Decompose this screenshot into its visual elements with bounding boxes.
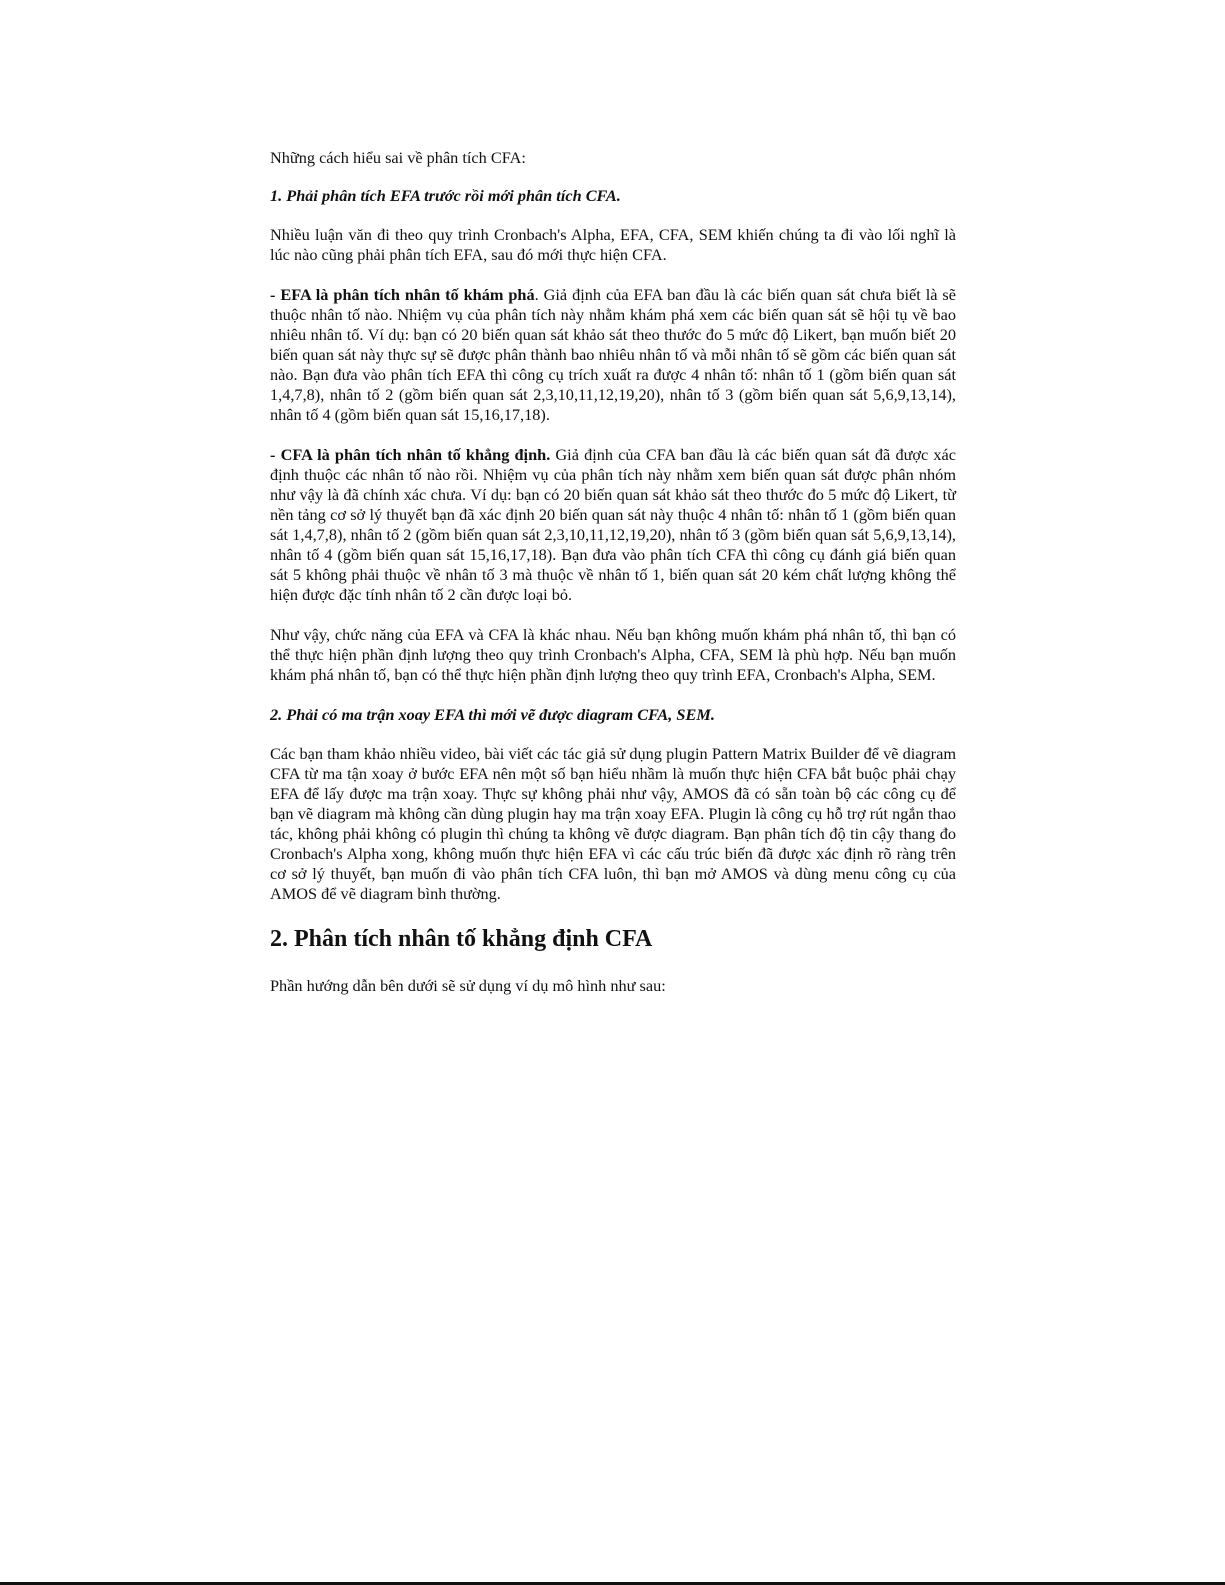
misconception-2-paragraph: Các bạn tham khảo nhiều video, bài viết các tác giả sử dụng plugin Pattern Matrix Builder để vẽ diagram CFA từ ma tận xoay ở bước EFA nên một số bạn hiểu nhầm là muốn thực hiện CFA bắt buộc phải chạy EFA để lấy được ma trận xoay. Thực sự không phải như vậy, AMOS đã có sẵn toàn bộ các công cụ để bạn vẽ diagram mà không cần dùng plugin hay ma trận xoay EFA. Plugin là công cụ hỗ trợ rút ngắn thao tác, không phải không có plugin thì chúng ta không vẽ được diagram. Bạn phân tích độ tin cậy thang đo Cronbach's Alpha xong, không muốn thực hiện EFA vì các cấu trúc biến đã được xác định rõ ràng trên cơ sở lý thuyết, bạn muốn đi vào phân tích CFA luôn, thì bạn mở AMOS và dùng menu công cụ của AMOS để vẽ diagram bình thường. (270, 744, 956, 903)
cfa-definition-paragraph (270, 445, 956, 605)
misconception-1-heading: 1. Phải phân tích EFA trước rồi mới phân tích CFA. (270, 186, 621, 205)
misconception-2-heading: 2. Phải có ma trận xoay EFA thì mới vẽ được diagram CFA, SEM. (270, 705, 715, 724)
efa-definition-body: . Giả định của EFA ban đầu là các biến quan sát chưa biết là sẽ thuộc nhân tố nào. Nhiệm vụ của phân tích này nhằm khám phá xem các biến quan sát sẽ hội tụ về bao nhiêu nhân tố. Ví dụ: bạn có 20 biến quan sát khảo sát theo thước đo 5 mức độ Likert, bạn muốn biết 20 biến quan sát này thực sự sẽ được phân thành bao nhiêu nhân tố và mỗi nhân tố sẽ gồm các biến quan sát nào. Bạn đưa vào phân tích EFA thì công cụ trích xuất ra được 4 nhân tố: nhân tố 1 (gồm biến quan sát 1,4,7,8), nhân tố 2 (gồm biến quan sát 2,3,10,11,12,19,20), nhân tố 3 (gồm biến quan sát 5,6,9,13,14), nhân tố 4 (gồm biến quan sát 15,16,17,18). (270, 285, 956, 424)
section-2-title: 2. Phân tích nhân tố khẳng định CFA (270, 926, 653, 952)
misconception-1-paragraph: Nhiều luận văn đi theo quy trình Cronbach's Alpha, EFA, CFA, SEM khiến chúng ta đi vào lối nghĩ là lúc nào cũng phải phân tích EFA, sau đó mới thực hiện CFA. (270, 225, 956, 264)
efa-definition-paragraph (270, 285, 956, 425)
cfa-definition-lead: - CFA là phân tích nhân tố khẳng định. (270, 445, 551, 464)
document-page (270, 148, 956, 1016)
intro-text: Những cách hiểu sai về phân tích CFA: (270, 148, 526, 167)
efa-definition-lead: - EFA là phân tích nhân tố khám phá (270, 285, 535, 304)
section-2-intro: Phần hướng dẫn bên dưới sẽ sử dụng ví dụ mô hình như sau: (270, 976, 666, 995)
cfa-definition-body: Giả định của CFA ban đầu là các biến quan sát đã được xác định thuộc các nhân tố nào rồi. Nhiệm vụ của phân tích này nhằm xem biến quan sát được phân nhóm như vậy là đã chính xác chưa. Ví dụ: bạn có 20 biến quan sát khảo sát theo thước đo 5 mức độ Likert, từ nền tảng cơ sở lý thuyết bạn đã xác định 20 biến quan sát này thuộc 4 nhân tố: nhân tố 1 (gồm biến quan sát 1,4,7,8), nhân tố 2 (gồm biến quan sát 2,3,10,11,12,19,20), nhân tố 3 (gồm biến quan sát 5,6,9,13,14), nhân tố 4 (gồm biến quan sát 15,16,17,18). Bạn đưa vào phân tích CFA thì công cụ đánh giá biến quan sát 5 không phải thuộc về nhân tố 3 mà thuộc về nhân tố 1, biến quan sát 20 kém chất lượng không thể hiện được đặc tính nhân tố 2 cần được loại bỏ. (270, 445, 956, 604)
conclusion-paragraph: Như vậy, chức năng của EFA và CFA là khác nhau. Nếu bạn không muốn khám phá nhân tố, thì bạn có thể thực hiện phần định lượng theo quy trình Cronbach's Alpha, CFA, SEM là phù hợp. Nếu bạn muốn khám phá nhân tố, bạn có thể thực hiện phần định lượng theo quy trình EFA, Cronbach's Alpha, SEM. (270, 625, 956, 684)
